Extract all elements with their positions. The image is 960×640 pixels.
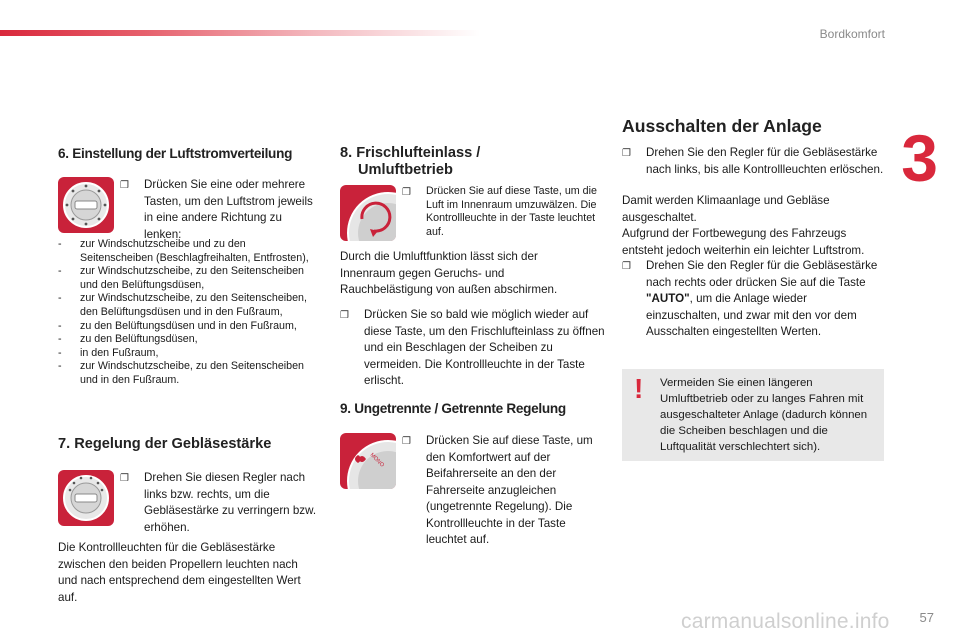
- section-8-bullet: ❐ Drücken Sie auf diese Taste, um die Luft im Innenraum umzuwälzen. Die Kontrollleuchte in der Taste leuchtet auf.: [402, 185, 597, 238]
- warning-note: [622, 369, 884, 461]
- list-item: - zur Windschutzscheibe, zu den Seitenscheiben und den Belüftungsdüsen,: [58, 265, 304, 291]
- mono-label: MONO: [368, 452, 385, 469]
- shutdown-bullet-2: ❐ Drehen Sie den Regler für die Gebläsestärke nach rechts oder drücken Sie auf die Taste "AUTO", um die Anlage wieder einzuschalten, und zwar mit den vor dem Ausschalten eingestellten Werten.: [622, 258, 884, 341]
- shutdown-paragraph-2: Aufgrund der Fortbewegung des Fahrzeugs entsteht jedoch weiterhin ein leichter Luftstrom.: [622, 227, 865, 257]
- section-8-bullet-2: ❐ Drücken Sie so bald wie möglich wieder auf diese Taste, um den Frischlufteinlass zu öffnen und ein Beschlagen der Scheiben zu vermeiden. Die Kontrollleuchte in der Taste erlischt.: [340, 307, 605, 390]
- bullet-marker: ❐: [622, 148, 631, 159]
- list-item: - zu den Belüftungsdüsen und in den Fußraum,: [58, 319, 297, 332]
- section-8-title: 8. Frischlufteinlass / Umluftbetrieb: [340, 145, 481, 178]
- section-9-title: 9. Ungetrennte / Getrennte Regelung: [340, 401, 566, 416]
- list-item: - zu den Belüftungsdüsen,: [58, 333, 198, 346]
- air-distribution-dial-icon: [58, 177, 114, 233]
- list-item: - zur Windschutzscheibe, zu den Seitenscheiben, den Belüftungsdüsen und in den Fußraum,: [58, 292, 307, 318]
- shutdown-paragraph-1: Damit werden Klimaanlage und Gebläse ausgeschaltet.: [622, 194, 830, 224]
- bullet-marker: ❐: [402, 436, 411, 447]
- bullet-marker: ❐: [120, 180, 129, 191]
- mono-button-icon: [340, 433, 396, 489]
- bullet-marker: ❐: [340, 310, 349, 321]
- section-9-bullet: ❐ Drücken Sie auf diese Taste, um den Komfortwert auf der Beifahrerseite an den der Fahrerseite anzugleichen (ungetrennte Regelung). Die Kontrollleuchte in der Taste leuchtet auf.: [402, 433, 602, 549]
- chapter-number: 3: [901, 121, 938, 195]
- section-8-paragraph: Durch die Umluftfunktion lässt sich der Innenraum gegen Geruchs- und Rauchbelästigung von außen abschirmen.: [340, 250, 558, 296]
- header-accent-bar: [0, 30, 480, 36]
- recirculation-button-icon: [340, 185, 396, 241]
- shutdown-bullet-1: ❐ Drehen Sie den Regler für die Gebläsestärke nach links, bis alle Kontrollleuchten erlöschen.: [622, 145, 884, 178]
- list-item: - zur Windschutzscheibe, zu den Seitenscheiben und in den Fußraum.: [58, 360, 304, 386]
- air-distribution-options-list: [58, 238, 320, 388]
- watermark: carmanualsonline.info: [681, 610, 890, 633]
- section-7-bullet: ❐ Drehen Sie diesen Regler nach links bzw. rechts, um die Gebläsestärke zu verringern bzw. erhöhen.: [120, 470, 320, 536]
- list-item: - in den Fußraum,: [58, 346, 159, 359]
- shutdown-title: Ausschalten der Anlage: [622, 116, 822, 136]
- section-6-title: 6. Einstellung der Luftstromverteilung: [58, 146, 293, 161]
- warning-note-text: Vermeiden Sie einen längeren Umluftbetrieb oder zu langes Fahren mit ausgeschalteter Anlage (dadurch können die Scheiben beschlagen und die Luftqualität verschlechtert sich).: [660, 377, 868, 453]
- list-item: - zur Windschutzscheibe und zu den Seitenscheiben (Beschlagfreihalten, Entfrosten),: [58, 238, 309, 264]
- page-number: 57: [919, 610, 934, 625]
- section-7-title: 7. Regelung der Gebläsestärke: [58, 436, 272, 452]
- warning-exclamation-icon: !: [634, 373, 644, 404]
- bullet-marker: ❐: [402, 187, 411, 198]
- fan-speed-dial-icon: [58, 470, 114, 526]
- section-7-paragraph: Die Kontrollleuchten für die Gebläsestärke zwischen den beiden Propellern leuchten nach und nach entsprechend dem eingestellten Wert auf.: [58, 541, 301, 604]
- bullet-marker: ❐: [622, 261, 631, 272]
- chapter-title: Bordkomfort: [819, 27, 885, 41]
- section-6-bullet: ❐ Drücken Sie eine oder mehrere Tasten, um den Luftstrom jeweils in eine andere Richtung zu lenken:: [120, 177, 320, 243]
- bullet-marker: ❐: [120, 473, 129, 484]
